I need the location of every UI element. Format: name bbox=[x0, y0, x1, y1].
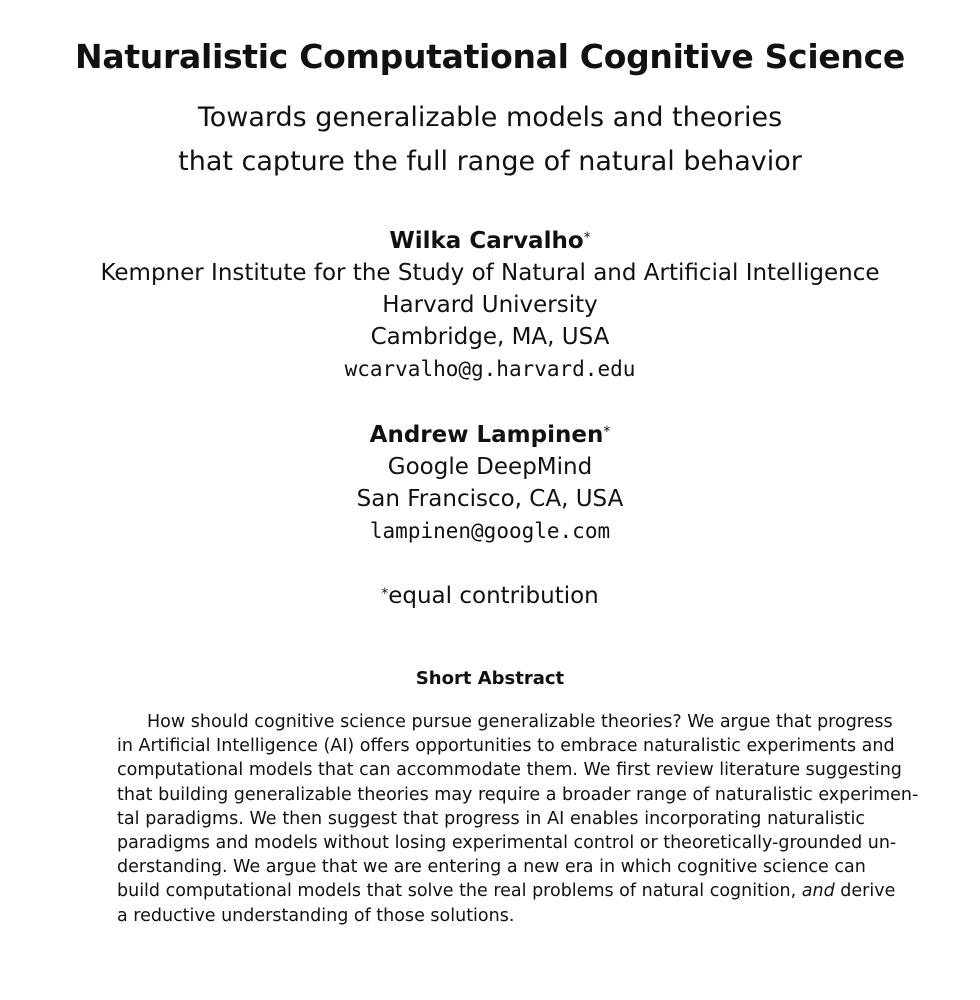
abstract-line: that building generalizable theories may require a broader range of naturalistic experimen- bbox=[117, 784, 919, 805]
author-affiliation-line: Kempner Institute for the Study of Natural and Artificial Intelligence bbox=[100, 260, 880, 286]
abstract-line: tal paradigms. We then suggest that progress in AI enables incorporating naturalistic bbox=[117, 808, 865, 829]
subtitle-line: Towards generalizable models and theories bbox=[197, 102, 783, 133]
author-email: lampinen@google.com bbox=[369, 519, 611, 543]
abstract-line: build computational models that solve the real problems of natural cognition, and derive bbox=[117, 881, 896, 902]
author-affiliation-line: Cambridge, MA, USA bbox=[370, 324, 610, 350]
abstract-line: a reductive understanding of those solutions. bbox=[117, 905, 515, 926]
author-affiliation-line: Harvard University bbox=[382, 292, 598, 318]
author-name: Andrew Lampinen* bbox=[369, 422, 611, 448]
abstract-line: derstanding. We argue that we are entering a new era in which cognitive science can bbox=[117, 857, 866, 878]
abstract-line: computational models that can accommodate them. We first review literature suggesting bbox=[117, 760, 902, 781]
abstract-line: How should cognitive science pursue generalizable theories? We argue that progress bbox=[147, 712, 893, 732]
abstract-line: paradigms and models without losing experimental control or theoretically-grounded un- bbox=[117, 832, 897, 853]
paper-subtitle bbox=[0, 96, 980, 184]
footnote-marker: * bbox=[583, 230, 591, 246]
author-block-lampinen bbox=[0, 419, 980, 547]
author-block-carvalho bbox=[0, 225, 980, 385]
abstract-line: in Artificial Intelligence (AI) offers opportunities to embrace naturalistic experiments and bbox=[117, 736, 895, 757]
author-email: wcarvalho@g.harvard.edu bbox=[344, 357, 636, 381]
abstract-emphasis: and bbox=[801, 881, 835, 902]
paper-title: Naturalistic Computational Cognitive Science bbox=[75, 37, 905, 76]
abstract-heading: Short Abstract bbox=[415, 668, 565, 689]
author-affiliation-line: Google DeepMind bbox=[387, 454, 593, 480]
equal-contribution-note: *equal contribution bbox=[381, 583, 599, 609]
author-name: Wilka Carvalho* bbox=[389, 228, 591, 254]
abstract-body bbox=[117, 710, 919, 928]
author-affiliation-line: San Francisco, CA, USA bbox=[356, 486, 624, 512]
subtitle-line: that capture the full range of natural behavior bbox=[178, 146, 802, 177]
footnote-marker: * bbox=[603, 424, 611, 440]
footnote-marker: * bbox=[381, 586, 389, 602]
